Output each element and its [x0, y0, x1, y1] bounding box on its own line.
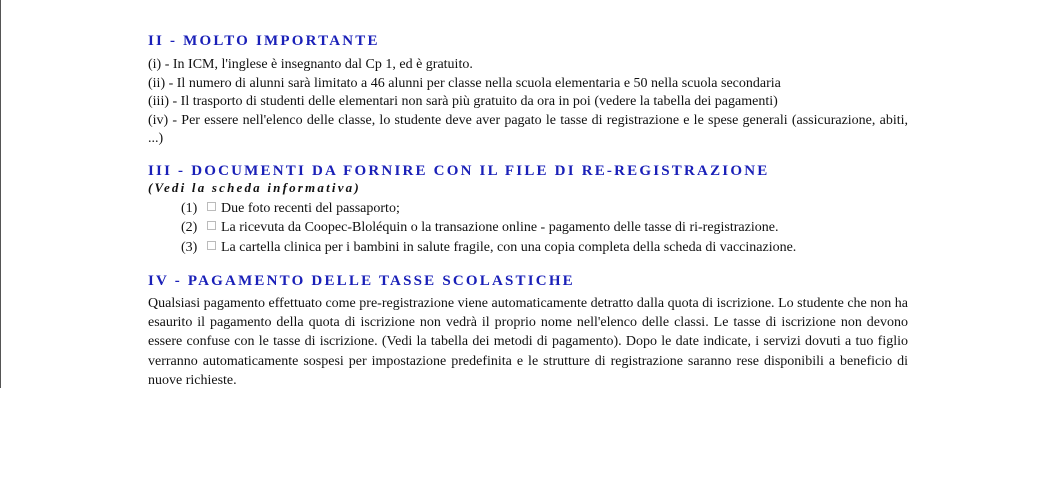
item-number: (3) [181, 239, 198, 255]
list-item: (iv) - Per essere nell'elenco delle classe, lo studente deve aver pagato le tasse di registrazione e le spese generali (assicurazione, abiti, ...) [148, 112, 908, 146]
section-molto-importante [148, 33, 908, 149]
document-list [181, 199, 908, 258]
list-item [181, 238, 908, 258]
item-text: La cartella clinica per i bambini in salute fragile, con una copia completa della scheda di vaccinazione. [221, 239, 797, 255]
section-4-title: IV - PAGAMENTO DELLE TASSE SCOLASTICHE [148, 273, 575, 289]
checkbox-icon [207, 221, 216, 230]
checkbox-icon [207, 202, 216, 211]
item-number: (2) [181, 220, 198, 235]
item-text: La ricevuta da Coopec-Bloléquin o la transazione online - pagamento delle tasse di ri-registrazione. [221, 220, 779, 235]
item-text: Due foto recenti del passaporto; [221, 200, 400, 216]
list-item: (i) - In ICM, l'inglese è insegnanto dal Cp 1, ed è gratuito. [148, 57, 473, 72]
list-item [181, 218, 908, 238]
section-pagamento [148, 273, 908, 390]
list-item: (ii) - Il numero di alunni sarà limitato a 46 alunni per classe nella scuola elementaria e 50 nella scuola secondaria [148, 75, 781, 91]
section-4-paragraph: Qualsiasi pagamento effettuato come pre-registrazione viene automaticamente detratto dalla quota di iscrizione. Lo studente che non ha esaurito il pagamento della quota di iscrizione non vedrà il proprio nome nell'elenco delle classi. Le tasse di iscrizione non devono essere confuse con le tasse di iscrizione. (Vedi la tabella dei metodi di pagamento). Dopo le date indicate, i servizi dovuti a tuo figlio verranno automaticamente sospesi per impostazione predefinita e le strutture di registrazione saranno rese disponibili a beneficio di nuove richieste. [148, 296, 908, 388]
section-3-title: III - DOCUMENTI DA FORNIRE CON IL FILE DI RE-REGISTRAZIONE [148, 162, 770, 179]
checkbox-icon [207, 241, 216, 250]
document-body [148, 33, 908, 402]
list-item: (iii) - Il trasporto di studenti delle elementari non sarà più gratuito da ora in poi (vedere la tabella dei pagamenti) [148, 94, 778, 109]
page-edge [0, 0, 1, 388]
list-item [181, 199, 908, 219]
item-number: (1) [181, 200, 198, 216]
section-documenti [148, 163, 908, 258]
section-2-title: II - MOLTO IMPORTANTE [148, 33, 380, 49]
section-3-subtitle: (Vedi la scheda informativa) [148, 179, 361, 195]
